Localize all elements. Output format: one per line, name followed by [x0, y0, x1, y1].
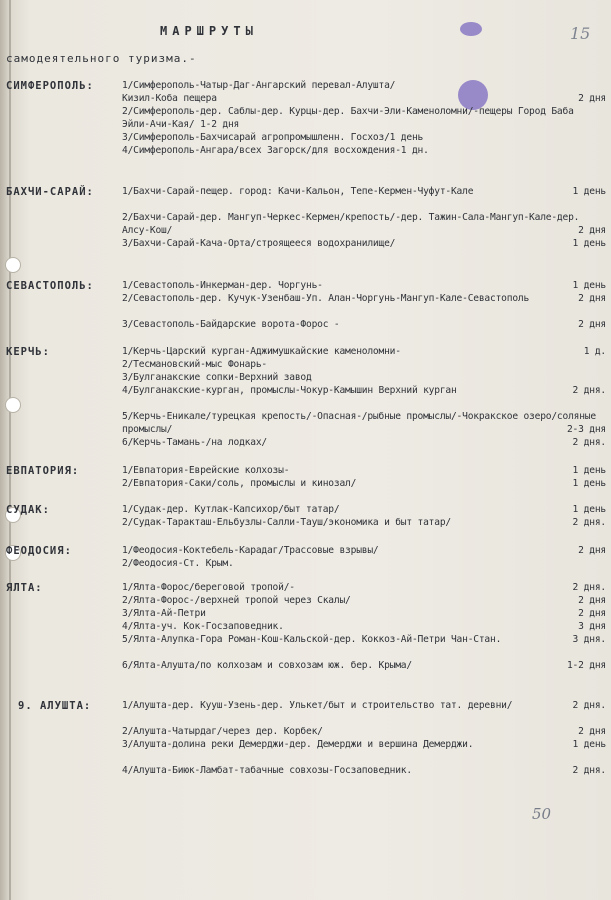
route-line: 3/Ялта-Ай-Петри 2 дня — [122, 608, 606, 619]
route-line: 3/Симферополь-Бахчисарай агропромышленн. Госхоз/1 день — [122, 132, 424, 143]
city-heading: СИМФЕРОПОЛЬ: — [6, 80, 94, 92]
route-line: 5/Керчь-Еникале/турецкая крепость/-Опасная-/рыбные промыслы/-Чокракское озеро/соляные промыслы/ 2-3 дня — [122, 411, 606, 435]
ink-stain — [460, 22, 482, 36]
route-line: 2/Бахчи-Сарай-дер. Мангуп-Черкес-Кермен/крепость/-дер. Тажин-Сала-Мангуп-Кале-дер. Алсу-Кош/ 2 дня — [122, 212, 606, 236]
route-line: 4/Булганакские-курган, промыслы-Чокур-Камышин Верхний курган 2 дня. — [122, 385, 606, 396]
city-heading: ЕВПАТОРИЯ: — [6, 465, 80, 477]
city-heading: БАХЧИ-САРАЙ: — [6, 186, 94, 198]
route-line: 2/Судак-Таракташ-Ельбузлы-Салли-Тауш/экономика и быт татар/ 2 дня. — [122, 517, 606, 528]
route-line: 1/Алушта-дер. Кууш-Узень-дер. Улькет/быт и строительство тат. деревни/ 2 дня. — [122, 700, 606, 711]
route-line: 2/Феодосия-Ст. Крым. — [122, 558, 234, 569]
city-heading: СУДАК: — [6, 504, 50, 516]
page-subtitle: самодеятельного туризма.- — [6, 52, 197, 65]
route-line: 2/Алушта-Чатырдаг/через дер. Корбек/ 2 дня — [122, 726, 606, 737]
route-line: 6/Ялта-Алушта/по колхозам и совхозам юж. бер. Крыма/ 1-2 дня — [122, 660, 606, 671]
route-line: 2/Севастополь-дер. Кучук-Узенбаш-Уп. Алан-Чоргунь-Мангуп-Кале-Севастополь 2 дня — [122, 293, 606, 304]
route-line: 4/Симферополь-Ангара/всех Загорск/для восхождения-1 дн. — [122, 145, 429, 156]
city-heading: КЕРЧЬ: — [6, 346, 50, 358]
punch-hole — [6, 398, 20, 412]
city-heading: 9. АЛУШТА: — [18, 700, 92, 712]
city-heading: СЕВАСТОПОЛЬ: — [6, 280, 94, 292]
route-line: 3/Булганакские сопки-Верхний завод — [122, 372, 312, 383]
paper-fold — [9, 0, 11, 900]
route-line: 1/Симферополь-Чатыр-Даг-Ангарский перевал-Алушта/ — [122, 80, 396, 91]
route-line: 1/Евпатория-Еврейские колхозы- 1 день — [122, 465, 606, 476]
route-line: 2/Евпатория-Саки/соль, промыслы и кинозал/ 1 день — [122, 478, 606, 489]
route-line: 1/Бахчи-Сарай-пещер. город: Качи-Кальон, Тепе-Кермен-Чуфут-Кале 1 день — [122, 186, 606, 197]
page-title: МАРШРУТЫ — [160, 24, 258, 38]
route-line: 6/Керчь-Тамань-/на лодках/ 2 дня. — [122, 437, 606, 448]
route-line: Кизил-Коба пещера 2 дня — [122, 93, 606, 104]
handwritten-mark: 50 — [532, 805, 552, 823]
route-line: 4/Ялта-уч. Кок-Госзаповедник. 3 дня — [122, 621, 606, 632]
route-line: 3/Алушта-долина реки Демерджи-дер. Демерджи и вершина Демерджи. 1 день — [122, 739, 606, 750]
punch-hole — [6, 258, 20, 272]
page-number: 15 — [570, 24, 591, 43]
route-line: 4/Алушта-Биюк-Ламбат-табачные совхозы-Госзаповедник. 2 дня. — [122, 765, 606, 776]
route-line: 1/Севастополь-Инкерман-дер. Чоргунь- 1 день — [122, 280, 606, 291]
route-line: 5/Ялта-Алупка-Гора Роман-Кош-Кальской-дер. Коккоз-Ай-Петри Чан-Стан. 3 дня. — [122, 634, 606, 645]
route-line: 2/Тесмановский-мыс Фонарь- — [122, 359, 267, 370]
city-heading: ЯЛТА: — [6, 582, 43, 594]
route-line: 1/Керчь-Царский курган-Аджимушкайские каменоломни- 1 д. — [122, 346, 606, 357]
route-line: 3/Бахчи-Сарай-Кача-Орта/строящееся водохранилище/ 1 день — [122, 238, 606, 249]
route-line: 1/Феодосия-Коктебель-Карадаг/Трассовые взрывы/ 2 дня — [122, 545, 606, 556]
route-line: 2/Симферополь-дер. Саблы-дер. Курцы-дер. Бахчи-Эли-Каменоломни/-пещеры Город Баба Эйли-Ачи-Кая/ 1-2 дня — [122, 106, 574, 130]
route-line: 3/Севастополь-Байдарские ворота-Форос - 2 дня — [122, 319, 606, 330]
route-line: 1/Судак-дер. Кутлак-Капсихор/быт татар/ 1 день — [122, 504, 606, 515]
route-line: 1/Ялта-Форос/береговой тропой/- 2 дня. — [122, 582, 606, 593]
city-heading: ФЕОДОСИЯ: — [6, 545, 72, 557]
route-line: 2/Ялта-Форос-/верхней тропой через Скалы/ 2 дня — [122, 595, 606, 606]
